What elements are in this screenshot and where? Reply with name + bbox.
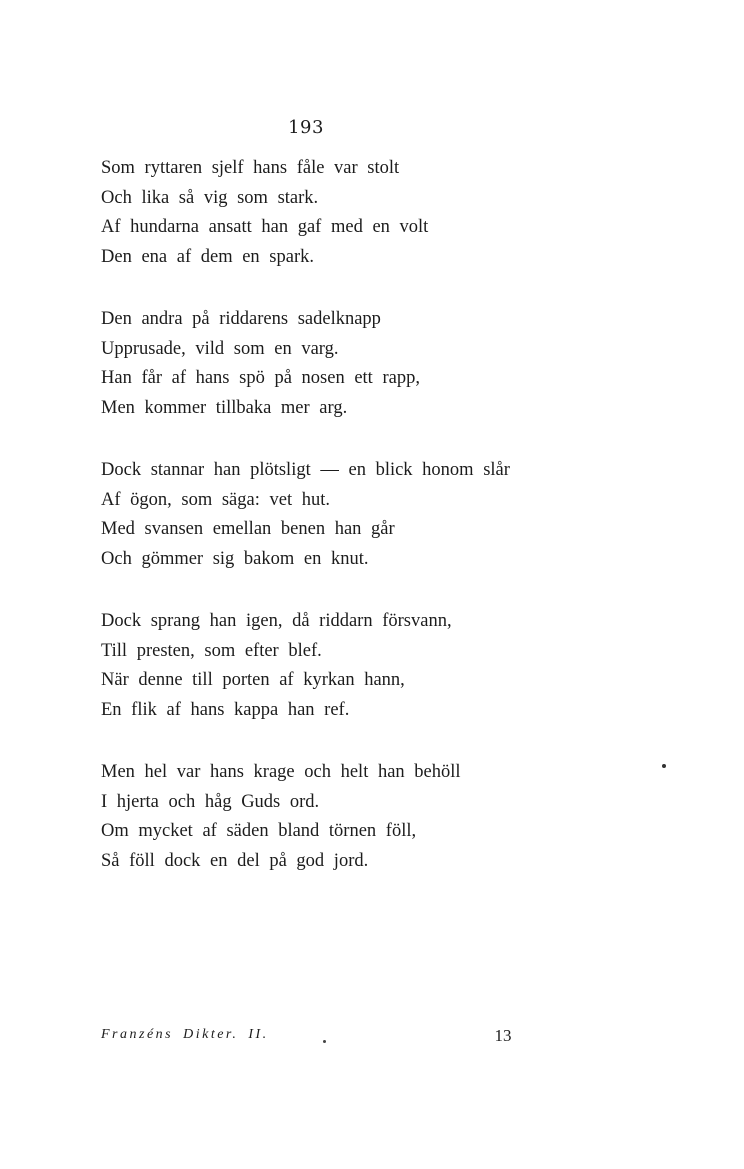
footer-signature: Franzéns Dikter. II. <box>101 1027 269 1042</box>
stanza-1 <box>101 154 510 272</box>
poem-line: Så föll dock en del på god jord. <box>101 850 369 871</box>
poem-line: En flik af hans kappa han ref. <box>101 699 350 720</box>
poem-line: Men hel var hans krage och helt han behöll <box>101 762 461 782</box>
poem-line: Med svansen emellan benen han går <box>101 519 395 539</box>
footer-dot <box>323 1040 326 1043</box>
poem-line: Dock stannar han plötsligt — en blick honom slår <box>101 460 510 480</box>
poem-line: Af ögon, som säga: vet hut. <box>101 489 330 510</box>
poem-line: Och lika så vig som stark. <box>101 187 319 208</box>
sheet-number: 13 <box>494 1026 512 1045</box>
poem-line: I hjerta och håg Guds ord. <box>101 791 320 812</box>
ink-speck <box>662 764 666 768</box>
stanza-5 <box>101 758 510 876</box>
poem-line: Upprusade, vild som en varg. <box>101 338 339 359</box>
stanza-4 <box>101 607 510 725</box>
poem-line: Till presten, som efter blef. <box>101 640 322 661</box>
poem-line: Den ena af dem en spark. <box>101 246 314 267</box>
poem-line: Som ryttaren sjelf hans fåle var stolt <box>101 158 400 178</box>
page-number: 193 <box>288 117 324 138</box>
poem-line: Men kommer tillbaka mer arg. <box>101 397 348 418</box>
poem-line: Den andra på riddarens sadelknapp <box>101 309 381 329</box>
stanza-3 <box>101 456 510 574</box>
poem-line: Om mycket af säden bland törnen föll, <box>101 821 417 841</box>
poem-line: Och gömmer sig bakom en knut. <box>101 548 369 569</box>
poem-line: Han får af hans spö på nosen ett rapp, <box>101 368 420 388</box>
poem <box>101 154 510 909</box>
poem-line: Dock sprang han igen, då riddarn försvann, <box>101 611 452 631</box>
poem-line: När denne till porten af kyrkan hann, <box>101 670 405 690</box>
stanza-2 <box>101 305 510 423</box>
poem-line: Af hundarna ansatt han gaf med en volt <box>101 217 429 237</box>
